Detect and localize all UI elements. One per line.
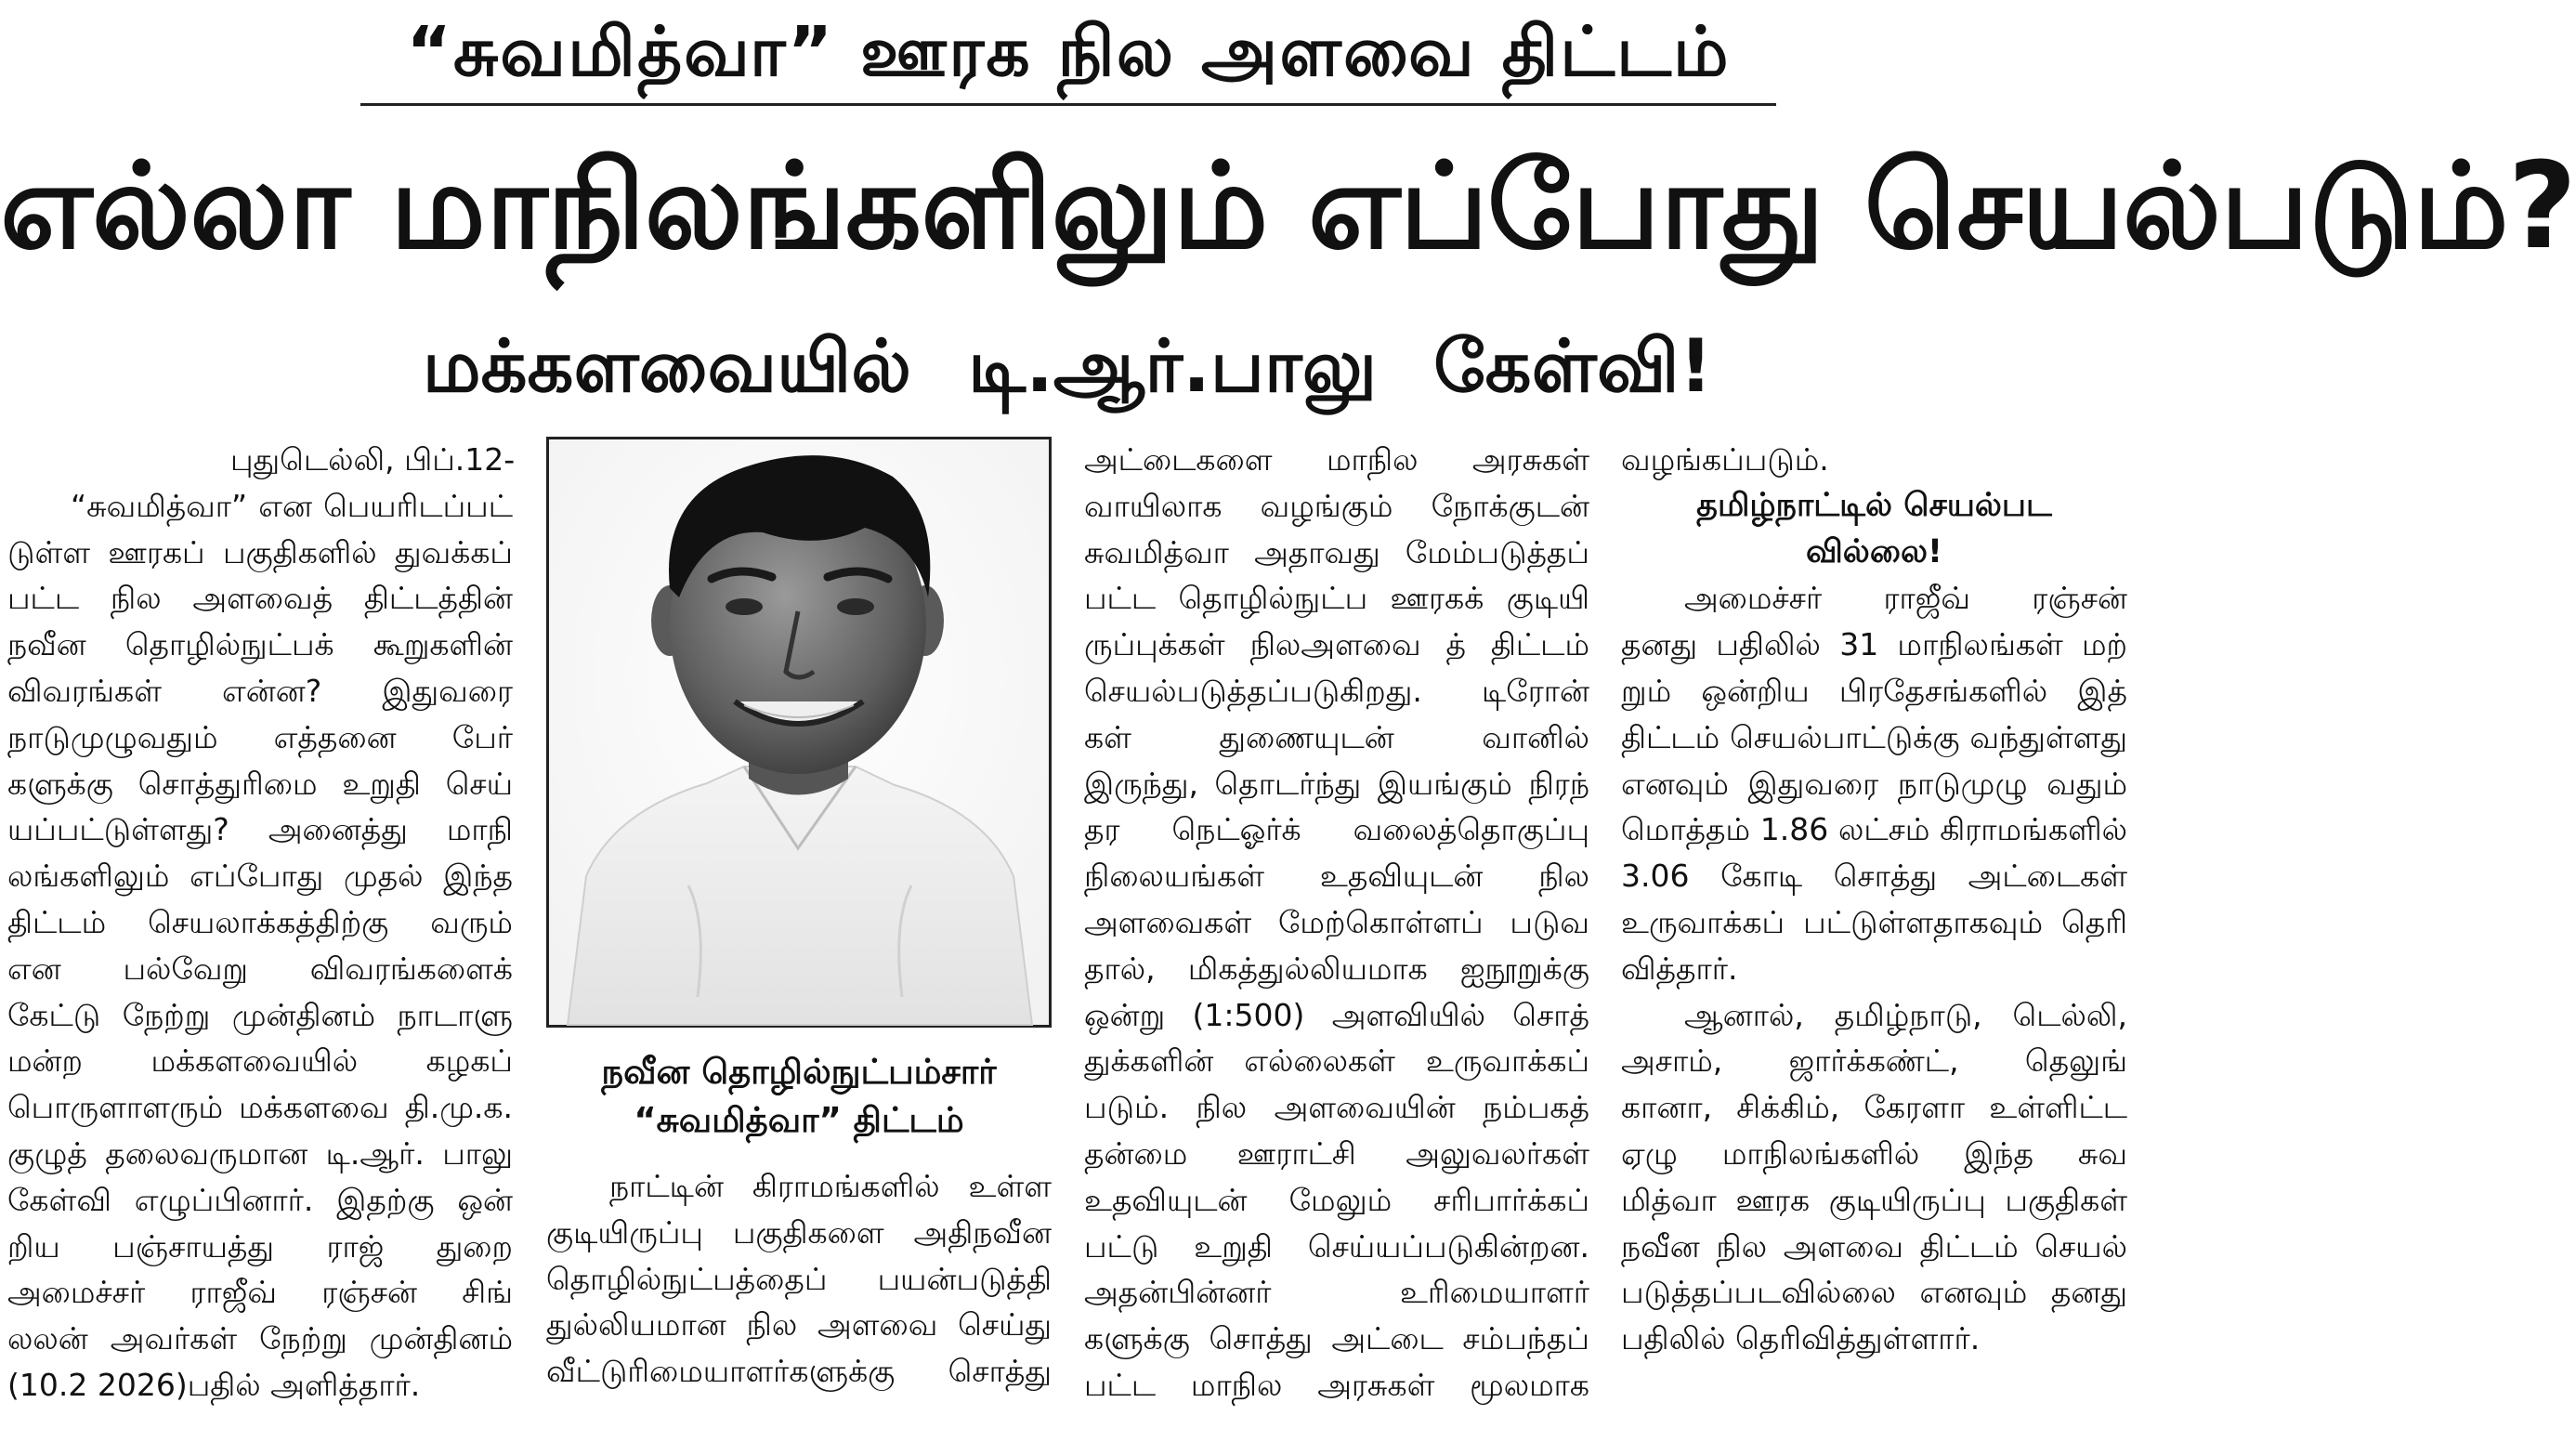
body-line: (10.2 2026)பதில் அளித்தார். <box>7 1366 421 1403</box>
body-line: செயல்படுத்தப்படுகிறது. டிரோன் <box>1084 672 1589 709</box>
body-line: மொத்தம் 1.86 லட்சம் கிராமங்களில் <box>1621 811 2127 848</box>
body-line: வாயிலாக வழங்கும் நோக்குடன் <box>1084 487 1589 524</box>
body-line: படுத்தப்படவில்லை எனவும் தனது <box>1621 1274 2127 1311</box>
body-line: யப்பட்டுள்ளது? அனைத்து மாநி <box>7 811 513 848</box>
body-line: கானா, சிக்கிம், கேரளா உள்ளிட்ட <box>1621 1089 2127 1126</box>
body-line: தனது பதிலில் 31 மாநிலங்கள் மற் <box>1621 626 2127 663</box>
photo-caption-line: “சுவமித்வா” திட்டம் <box>634 1100 964 1140</box>
body-line: துல்லியமான நில அளவை செய்து <box>546 1306 1052 1344</box>
section-subhead: தமிழ்நாட்டில் செயல்பட <box>1696 486 2052 524</box>
dateline: புதுடெல்லி, பிப்.12- <box>230 441 516 478</box>
body-line: றிய பஞ்சாயத்து ராஜ் துறை <box>7 1227 513 1265</box>
kicker-underline <box>360 103 1776 106</box>
body-line: கேட்டு நேற்று முன்தினம் நாடாளு <box>7 996 513 1033</box>
body-line: தர நெட்ஓர்க் வலைத்தொகுப்பு <box>1084 811 1589 848</box>
article-column-3 <box>1084 437 1589 1449</box>
body-line: இருந்து, தொடர்ந்து இயங்கும் நிரந் <box>1084 765 1589 802</box>
body-line: பொருளாளரும் மக்களவை தி.மு.க. <box>7 1089 513 1126</box>
body-line: உதவியுடன் மேலும் சரிபார்க்கப் <box>1084 1181 1589 1218</box>
kicker-title: “சுவமித்வா” ஊரக நில அளவை திட்டம் <box>406 12 1731 92</box>
body-line: பட்ட நில அளவைத் திட்டத்தின் <box>7 580 513 617</box>
body-line: நவீன நில அளவை திட்டம் செயல் <box>1621 1227 2127 1265</box>
section-subhead: வில்லை! <box>1805 532 1942 570</box>
body-line: “சுவமித்வா” என பெயரிடப்பட் <box>71 487 513 524</box>
body-line: சுவமித்வா அதாவது மேம்படுத்தப் <box>1084 533 1589 570</box>
portrait-illustration <box>549 439 1049 1025</box>
body-line: கேள்வி எழுப்பினார். இதற்கு ஒன் <box>7 1181 513 1218</box>
body-line: லலன் அவர்கள் நேற்று முன்தினம் <box>7 1320 513 1357</box>
headline: எல்லா மாநிலங்களிலும் எப்போது செயல்படும்? <box>0 138 2576 276</box>
body-line: பதிலில் தெரிவித்துள்ளார். <box>1621 1320 1981 1357</box>
body-line: வீட்டுரிமையாளர்களுக்கு சொத்து <box>546 1353 1052 1390</box>
body-line: நாட்டின் கிராமங்களில் உள்ள <box>609 1168 1052 1204</box>
subheadline: மக்களவையில் டி.ஆர்.பாலு கேள்வி! <box>422 325 1713 409</box>
photo-caption-line: நவீன தொழில்நுட்பம்சார் <box>601 1052 997 1092</box>
body-line: அமைச்சர் ராஜீவ் ரஞ்சன் <box>1684 580 2127 617</box>
body-line: அளவைகள் மேற்கொள்ளப் படுவ <box>1084 903 1589 940</box>
body-line: மித்வா ஊரக குடியிருப்பு பகுதிகள் <box>1621 1181 2127 1218</box>
body-line: பட்டு உறுதி செய்யப்படுகின்றன. <box>1084 1227 1589 1265</box>
body-line: அமைச்சர் ராஜீவ் ரஞ்சன் சிங் <box>7 1274 513 1311</box>
body-line: எனவும் இதுவரை நாடுமுழு வதும் <box>1621 765 2127 802</box>
body-line: நிலையங்கள் உதவியுடன் நில <box>1084 858 1589 895</box>
body-line: விவரங்கள் என்ன? இதுவரை <box>7 672 513 709</box>
body-line: குழுத் தலைவருமான டி.ஆர். பாலு <box>7 1134 513 1172</box>
body-line: களுக்கு சொத்து அட்டை சம்பந்தப் <box>1084 1320 1589 1357</box>
body-line: 3.06 கோடி சொத்து அட்டைகள் <box>1621 858 2127 895</box>
body-line: களுக்கு சொத்துரிமை உறுதி செய் <box>7 765 513 802</box>
body-line: திட்டம் செயல்பாட்டுக்கு வந்துள்ளது <box>1621 718 2127 755</box>
body-line: பட்ட மாநில அரசுகள் மூலமாக <box>1084 1366 1589 1403</box>
body-line: தொழில்நுட்பத்தைப் பயன்படுத்தி <box>546 1260 1052 1297</box>
body-line: திட்டம் செயலாக்கத்திற்கு வரும் <box>7 903 513 940</box>
body-line: அதன்பின்னர் உரிமையாளர் <box>1084 1274 1589 1311</box>
body-line: ஏழு மாநிலங்களில் இந்த சுவ <box>1621 1134 2127 1172</box>
body-line: என பல்வேறு விவரங்களைக் <box>7 950 513 987</box>
body-line: ஒன்று (1:500) அளவியில் சொத் <box>1084 996 1589 1033</box>
body-line: தால், மிகத்துல்லியமாக ஐநூறுக்கு <box>1084 950 1589 987</box>
portrait-photo <box>546 437 1052 1028</box>
article-column-4 <box>1621 437 2127 1449</box>
article-column-2 <box>546 1048 1052 1449</box>
body-line: தன்மை ஊராட்சி அலுவலர்கள் <box>1084 1134 1589 1172</box>
body-line: வித்தார். <box>1621 950 1738 987</box>
body-line: பட்ட தொழில்நுட்ப ஊரகக் குடியி <box>1084 580 1589 617</box>
body-line: ருப்புக்கள் நிலஅளவை த் திட்டம் <box>1084 626 1589 663</box>
body-line: லங்களிலும் எப்போது முதல் இந்த <box>7 858 513 895</box>
body-line: றும் ஒன்றிய பிரதேசங்களில் இத் <box>1621 672 2127 709</box>
body-line: வழங்கப்படும். <box>1621 441 1829 478</box>
body-line: ஆனால், தமிழ்நாடு, டெல்லி, <box>1684 996 2127 1033</box>
body-line: அசாம், ஜார்க்கண்ட், தெலுங் <box>1621 1042 2127 1080</box>
body-line: கள் துணையுடன் வானில் <box>1084 718 1589 755</box>
body-line: டுள்ள ஊரகப் பகுதிகளில் துவக்கப் <box>7 533 513 570</box>
body-line: அட்டைகளை மாநில அரசுகள் <box>1084 441 1589 478</box>
body-line: உருவாக்கப் பட்டுள்ளதாகவும் தெரி <box>1621 903 2127 940</box>
body-line: நாடுமுழுவதும் எத்தனை பேர் <box>7 718 513 755</box>
body-line: மன்ற மக்களவையில் கழகப் <box>7 1042 513 1080</box>
body-line: குடியிருப்பு பகுதிகளை அதிநவீன <box>546 1213 1052 1251</box>
article-column-1 <box>7 437 516 1449</box>
body-line: படும். நில அளவையின் நம்பகத் <box>1084 1089 1589 1126</box>
body-line: நவீன தொழில்நுட்பக் கூறுகளின் <box>7 626 513 663</box>
body-line: துக்களின் எல்லைகள் உருவாக்கப் <box>1084 1042 1589 1080</box>
